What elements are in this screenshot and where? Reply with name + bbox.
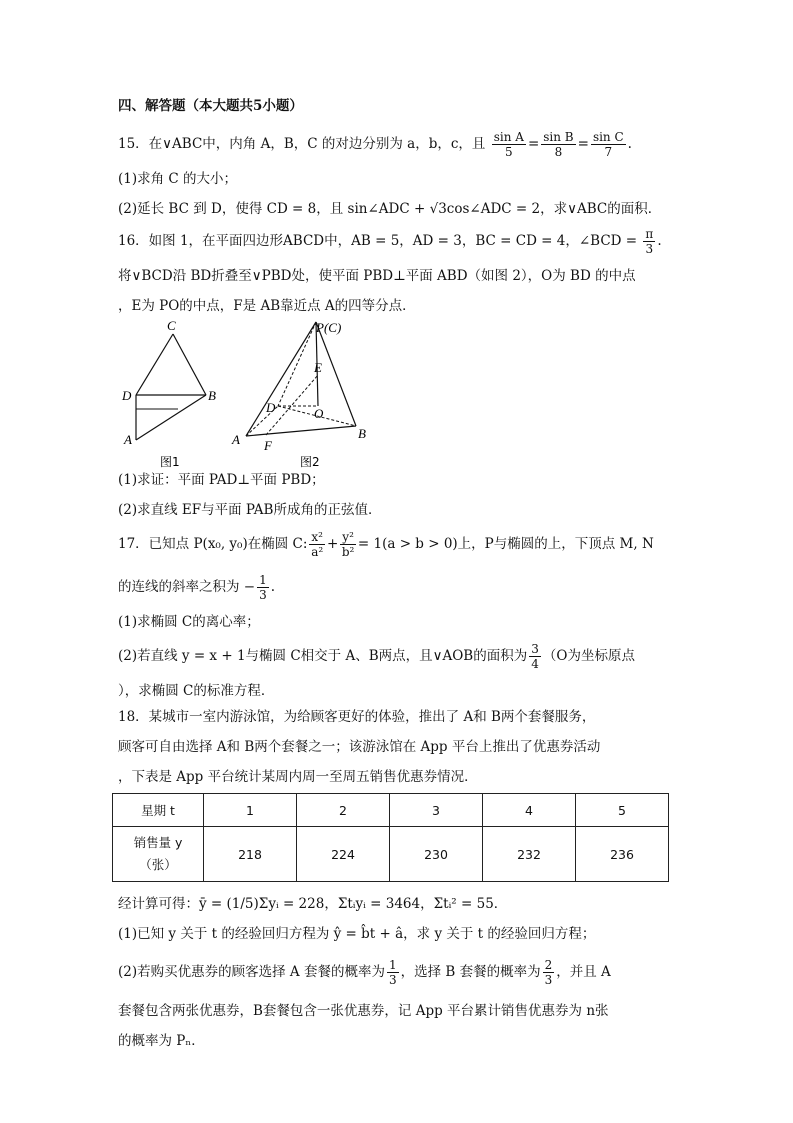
table-row	[113, 827, 669, 882]
fig2-caption: 图2	[300, 455, 320, 469]
q16-angle-frac: $\frac{\pi}{3}$	[645, 227, 654, 256]
fig2-label-o: O	[314, 406, 324, 421]
question-16	[118, 227, 678, 520]
fig2-label-d: D	[266, 400, 276, 415]
q15-stem: 15．在∨ABC中，内角 A，B，C 的对边分别为 a，b，c，且 $\frac{\text{sin A}}{5}$ = $\frac{\text{sin B}}{8}$ = $\frac{\text{sin C}}{7}$ .	[118, 130, 632, 159]
q17-part2-cont: ），求椭圆 C的标准方程．	[118, 683, 275, 699]
q17-part2: (2)若直线 y = x + 1与椭圆 C相交于 A、B两点，且∨AOB的面积为 $\frac{3}{4}$ （O为坐标原点	[118, 642, 635, 671]
table-cell: 236	[576, 827, 669, 882]
table-cell: 2	[297, 794, 390, 827]
q18-prob-a-frac: $\frac{1}{3}$	[388, 958, 397, 987]
q17-ellipse-x-frac: $\frac{\text{x²}}{\text{a²}}$	[311, 530, 324, 559]
table-header-label: 星期 t	[113, 794, 204, 827]
q15-part2: (2)延长 BC 到 D，使得 CD = 8，且 sin∠ADC + √3cos∠ADC = 2，求∨ABC的面积．	[118, 201, 662, 217]
q18-part2-cont: 套餐包含两张优惠券，B套餐包含一张优惠券，记 App 平台累计销售优惠券为 n张	[118, 1003, 609, 1019]
sales-table	[112, 793, 669, 882]
question-15	[118, 130, 678, 219]
table-cell: 232	[483, 827, 576, 882]
q18-line3: ，下表是 App 平台统计某周内周一至周五销售优惠券情况．	[118, 769, 478, 785]
q16-figure-diagrams	[118, 320, 378, 470]
q16-part1: (1)求证：平面 PAD⊥平面 PBD；	[118, 472, 325, 488]
q18-calc: 经计算可得：ȳ = (1/5)Σyᵢ = 228，Σtᵢyᵢ = 3464，Σtᵢ² = 55．	[118, 896, 508, 912]
q15-frac-a: $\frac{\text{sin A}}{5}$	[493, 130, 524, 159]
q15-frac-c: $\frac{\text{sin C}}{7}$	[592, 130, 624, 159]
q16-line1: 16．如图 1，在平面四边形ABCD中，AB = 5，AD = 3，BC = CD = 4，∠BCD = $\frac{\pi}{3}$ .	[118, 227, 662, 256]
fig1-label-d: D	[122, 388, 132, 403]
table-row	[113, 794, 669, 827]
q17-line1: 17．已知点 P(x₀, y₀)在椭圆 C: $\frac{\text{x²}}{\text{a²}}$ + $\frac{\text{y²}}{\text{b²}}$ = 1(a > b > 0)上，P与椭圆的上，下顶点 M, N	[118, 530, 654, 559]
table-row-label: 销售量 y（张）	[113, 827, 204, 882]
fig1-label-a: A	[124, 432, 132, 447]
q18-line2: 顾客可自由选择 A和 B两个套餐之一；该游泳馆在 App 平台上推出了优惠券活动	[118, 739, 601, 755]
q17-part1: (1)求椭圆 C的离心率；	[118, 614, 260, 630]
q16-figures	[118, 320, 678, 470]
fig1-caption: 图1	[160, 455, 180, 469]
q18-part1: (1)已知 y 关于 t 的经验回归方程为 ŷ = b̂t + â，求 y 关于 t 的经验回归方程；	[118, 926, 596, 942]
q16-line2: 将∨BCD沿 BD折叠至∨PBD处，使平面 PBD⊥平面 ABD（如图 2），O为 BD 的中点	[118, 268, 636, 284]
q17-area-frac: $\frac{3}{4}$	[531, 642, 539, 671]
q15-lead: 15．在∨ABC中，内角 A，B，C 的对边分别为 a，b，c，且	[118, 136, 486, 152]
table-cell: 5	[576, 794, 669, 827]
q16-part2: (2)求直线 EF与平面 PAB所成角的正弦值．	[118, 502, 382, 518]
section-title: 四、解答题（本大题共5小题）	[118, 98, 303, 114]
fig2-label-p: P(C)	[316, 320, 342, 335]
table-cell: 3	[390, 794, 483, 827]
q15-frac-b: $\frac{\text{sin B}}{8}$	[543, 130, 574, 159]
q17-ellipse-y-frac: $\frac{\text{y²}}{\text{b²}}$	[341, 530, 355, 559]
table-cell: 224	[297, 827, 390, 882]
q16-line3: ，E为 PO的中点，F是 AB靠近点 A的四等分点．	[118, 298, 416, 314]
question-17	[118, 530, 678, 701]
figure-1	[136, 334, 206, 440]
q17-line2: 的连线的斜率之积为 − $\frac{1}{3}$ .	[118, 573, 276, 602]
table-cell: 230	[390, 827, 483, 882]
q18-line1: 18．某城市一室内游泳馆，为给顾客更好的体验，推出了 A和 B两个套餐服务，	[118, 709, 596, 725]
q18-prob-b-frac: $\frac{2}{3}$	[544, 958, 553, 987]
figure-2	[246, 322, 356, 436]
q18-part2-end: 的概率为 Pₙ．	[118, 1033, 205, 1049]
fig2-label-a: A	[232, 432, 240, 447]
q18-part2: (2)若购买优惠券的顾客选择 A 套餐的概率为 $\frac{1}{3}$ ，选择 B 套餐的概率为 $\frac{2}{3}$ ，并且 A	[118, 958, 611, 987]
table-cell: 218	[204, 827, 297, 882]
fig1-label-c: C	[167, 320, 176, 333]
fig2-label-b: B	[358, 426, 366, 441]
table-cell: 4	[483, 794, 576, 827]
exam-page	[118, 92, 678, 1051]
q17-slope-frac: $\frac{1}{3}$	[259, 573, 267, 602]
fig2-label-f: F	[264, 438, 272, 453]
q15-part1: (1)求角 C 的大小；	[118, 171, 238, 187]
fig1-label-b: B	[208, 388, 216, 403]
question-18	[118, 707, 678, 1051]
fig2-label-e: E	[314, 360, 322, 375]
table-cell: 1	[204, 794, 297, 827]
